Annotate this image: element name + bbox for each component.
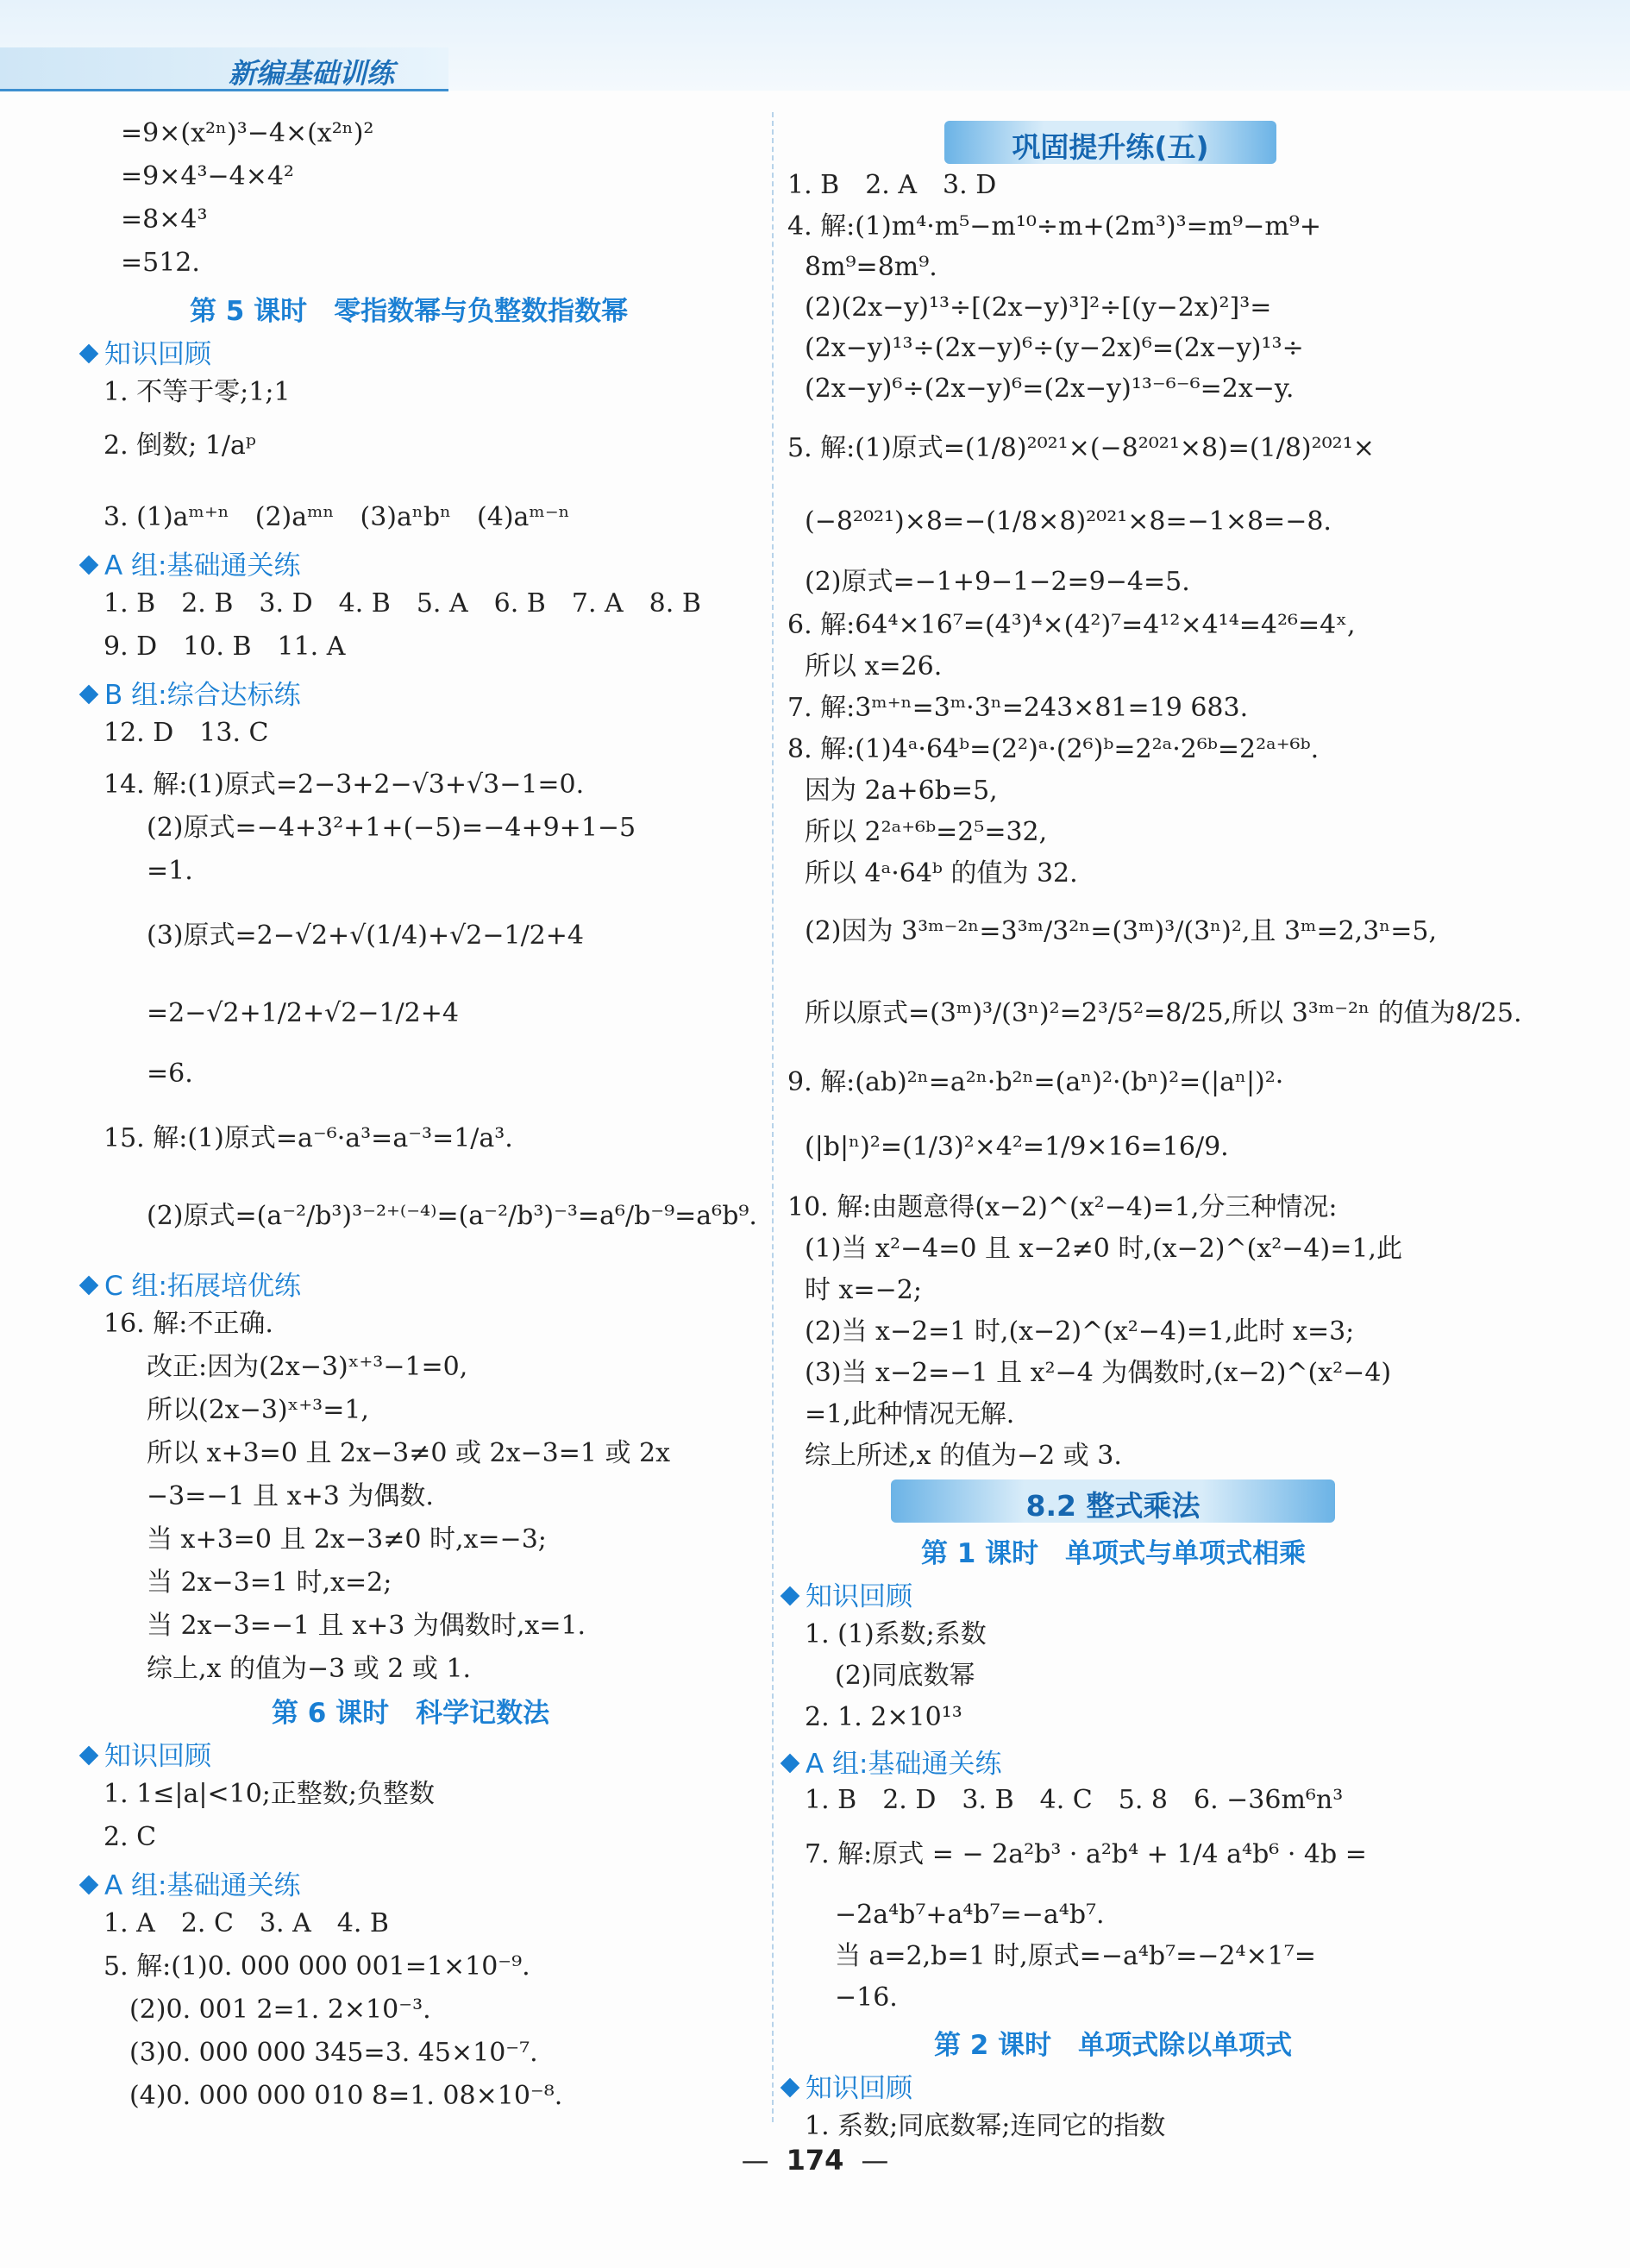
section-label: C 组:拓展培优练	[104, 1271, 301, 1302]
diamond-icon	[79, 1275, 99, 1295]
text-line: (2)0. 001 2=1. 2×10⁻³.	[129, 1995, 431, 2025]
dash-right: —	[861, 2144, 889, 2177]
text-line: (2)原式=−4+3²+1+(−5)=−4+9+1−5	[147, 813, 636, 843]
text-line: 3. (1)aᵐ⁺ⁿ (2)aᵐⁿ (3)aⁿbⁿ (4)aᵐ⁻ⁿ	[103, 502, 570, 532]
text-line: (4)0. 000 000 010 8=1. 08×10⁻⁸.	[129, 2081, 563, 2111]
text-line: 时 x=−2;	[805, 1275, 922, 1305]
text-line: 4. 解:(1)m⁴·m⁵−m¹⁰÷m+(2m³)³=m⁹−m⁹+	[787, 211, 1321, 242]
text-line: 当 x+3=0 且 2x−3≠0 时,x=−3;	[147, 1524, 547, 1555]
text-line: =6.	[147, 1059, 193, 1089]
text-line: 1. (1)系数;系数	[805, 1619, 987, 1649]
text-line: 7. 解:3ᵐ⁺ⁿ=3ᵐ·3ⁿ=243×81=19 683.	[787, 693, 1249, 723]
text-line: 1. B 2. A 3. D	[787, 170, 997, 200]
text-line: =1.	[147, 856, 193, 886]
text-line: 1. 不等于零;1;1	[103, 377, 291, 407]
text-line: 1. B 2. B 3. D 4. B 5. A 6. B 7. A 8. B	[103, 588, 701, 619]
text-line: 因为 2a+6b=5,	[805, 776, 998, 806]
section-box-title	[891, 1480, 1335, 1523]
diamond-icon	[781, 2077, 800, 2097]
text-line: 9. D 10. B 11. A	[103, 631, 346, 662]
section-heading	[82, 543, 301, 582]
text-line: 5. 解:(1)0. 000 000 001=1×10⁻⁹.	[103, 1951, 530, 1982]
lesson-title: 第 1 课时 单项式与单项式相乘	[921, 1538, 1307, 1569]
text-line: 7. 解:原式 = − 2a²b³ · a²b⁴ + 1/4 a⁴b⁶ · 4b =	[805, 1839, 1367, 1869]
diamond-icon	[79, 1745, 99, 1765]
text-line: 9. 解:(ab)²ⁿ=a²ⁿ·b²ⁿ=(aⁿ)²·(bⁿ)²=(|aⁿ|)²·	[787, 1067, 1284, 1097]
text-line: −16.	[835, 1982, 898, 2013]
section-heading	[82, 1734, 211, 1773]
text-line: 所以原式=(3ᵐ)³/(3ⁿ)²=2³/5²=8/25,所以 3³ᵐ⁻²ⁿ 的值为8/25.	[805, 998, 1522, 1028]
section-label: 知识回顾	[806, 1581, 912, 1612]
text-line: 16. 解:不正确.	[103, 1309, 273, 1339]
section-heading	[82, 1264, 301, 1303]
section-label: B 组:综合达标练	[104, 680, 301, 711]
text-line: 2. C	[103, 1822, 157, 1852]
text-line: (|b|ⁿ)²=(1/3)²×4²=1/9×16=16/9.	[805, 1132, 1229, 1162]
diamond-icon	[79, 555, 99, 575]
section-label: A 组:基础通关练	[104, 1870, 301, 1901]
section-heading	[82, 332, 211, 371]
diamond-icon	[79, 684, 99, 704]
text-line: 1. B 2. D 3. B 4. C 5. 8 6. −36m⁶n³	[805, 1785, 1344, 1815]
text-line: (2)因为 3³ᵐ⁻²ⁿ=3³ᵐ/3²ⁿ=(3ᵐ)³/(3ⁿ)²,且 3ᵐ=2,3ⁿ=5,	[805, 916, 1438, 946]
text-line: =2−√2+1/2+√2−1/2+4	[147, 998, 459, 1028]
diamond-icon	[79, 1875, 99, 1894]
text-line: 综上所述,x 的值为−2 或 3.	[805, 1441, 1122, 1471]
text-line: 当 a=2,b=1 时,原式=−a⁴b⁷=−2⁴×1⁷=	[835, 1941, 1316, 1971]
exercise-box-title	[944, 121, 1276, 164]
text-line: −2a⁴b⁷+a⁴b⁷=−a⁴b⁷.	[835, 1900, 1105, 1930]
text-line: 12. D 13. C	[103, 718, 269, 748]
text-line: 所以 x+3=0 且 2x−3≠0 或 2x−3=1 或 2x	[147, 1438, 671, 1468]
text-line: 2. 1. 2×10¹³	[805, 1702, 962, 1732]
section-label: 知识回顾	[104, 1741, 211, 1772]
column-divider	[772, 112, 774, 2122]
text-line: 所以 2²ᵃ⁺⁶ᵇ=2⁵=32,	[805, 817, 1048, 847]
lesson-title: 第 2 课时 单项式除以单项式	[934, 2030, 1293, 2061]
text-line: (3)原式=2−√2+√(1/4)+√2−1/2+4	[147, 920, 584, 951]
box-title-text: 巩固提升练(五)	[1012, 130, 1209, 164]
text-line: 1. 系数;同底数幂;连同它的指数	[805, 2111, 1166, 2141]
text-line: 15. 解:(1)原式=a⁻⁶·a³=a⁻³=1/a³.	[103, 1123, 513, 1153]
text-line: (2)原式=(a⁻²/b³)³⁻²⁺⁽⁻⁴⁾=(a⁻²/b³)⁻³=a⁶/b⁻⁹=a⁶b⁹.	[147, 1201, 757, 1231]
text-line: =1,此种情况无解.	[805, 1399, 1015, 1429]
text-line: 改正:因为(2x−3)ˣ⁺³−1=0,	[147, 1352, 468, 1382]
section-label: 知识回顾	[104, 339, 211, 370]
diamond-icon	[781, 1753, 800, 1773]
text-line: (3)当 x−2=−1 且 x²−4 为偶数时,(x−2)^(x²−4)	[805, 1358, 1392, 1388]
section-heading	[82, 1863, 301, 1902]
section-heading	[783, 1742, 1002, 1781]
page-number	[0, 2144, 1630, 2177]
text-line: (2x−y)¹³÷(2x−y)⁶÷(y−2x)⁶=(2x−y)¹³÷	[805, 333, 1304, 363]
lesson-title: 第 5 课时 零指数幂与负整数指数幂	[190, 296, 629, 327]
text-line: (2)原式=−1+9−1−2=9−4=5.	[805, 567, 1190, 597]
lesson-title: 第 6 课时 科学记数法	[272, 1698, 550, 1729]
section-heading	[783, 1574, 912, 1613]
text-line: 8m⁹=8m⁹.	[805, 252, 937, 282]
box-title-text: 8.2 整式乘法	[1025, 1489, 1201, 1523]
text-line: (2)同底数幂	[835, 1661, 975, 1691]
dash-left: —	[741, 2144, 769, 2177]
text-line: =512.	[121, 248, 200, 278]
section-label: A 组:基础通关练	[104, 550, 301, 581]
text-line: (2)当 x−2=1 时,(x−2)^(x²−4)=1,此时 x=3;	[805, 1316, 1355, 1347]
section-label: A 组:基础通关练	[806, 1749, 1002, 1780]
text-line: 所以 x=26.	[805, 651, 943, 682]
text-line: 所以(2x−3)ˣ⁺³=1,	[147, 1395, 369, 1425]
text-line: (2)(2x−y)¹³÷[(2x−y)³]²÷[(y−2x)²]³=	[805, 292, 1272, 323]
text-line: 2. 倒数; 1/aᵖ	[103, 430, 256, 461]
diamond-icon	[79, 343, 99, 363]
text-line: =9×(x²ⁿ)³−4×(x²ⁿ)²	[121, 118, 374, 148]
section-heading	[783, 2066, 912, 2105]
text-line: 综上,x 的值为−3 或 2 或 1.	[147, 1654, 472, 1684]
text-line: (2x−y)⁶÷(2x−y)⁶=(2x−y)¹³⁻⁶⁻⁶=2x−y.	[805, 374, 1295, 404]
text-line: (3)0. 000 000 345=3. 45×10⁻⁷.	[129, 2038, 538, 2068]
diamond-icon	[781, 1586, 800, 1605]
text-line: 当 2x−3=1 时,x=2;	[147, 1567, 392, 1598]
text-line: 当 2x−3=−1 且 x+3 为偶数时,x=1.	[147, 1611, 586, 1641]
section-label: 知识回顾	[806, 2073, 912, 2104]
text-line: 1. A 2. C 3. A 4. B	[103, 1908, 389, 1938]
text-line: 5. 解:(1)原式=(1/8)²⁰²¹×(−8²⁰²¹×8)=(1/8)²⁰²¹×	[787, 433, 1375, 463]
page-number-text: 174	[786, 2144, 844, 2177]
text-line: =9×4³−4×4²	[121, 161, 294, 192]
text-line: 6. 解:64⁴×16⁷=(4³)⁴×(4²)⁷=4¹²×4¹⁴=4²⁶=4ˣ,	[787, 610, 1356, 640]
text-line: 所以 4ᵃ·64ᵇ 的值为 32.	[805, 858, 1078, 889]
text-line: 10. 解:由题意得(x−2)^(x²−4)=1,分三种情况:	[787, 1192, 1338, 1222]
text-line: =8×4³	[121, 204, 208, 235]
text-line: −3=−1 且 x+3 为偶数.	[147, 1481, 434, 1511]
text-line: 1. 1≤|a|<10;正整数;负整数	[103, 1779, 436, 1809]
text-line: 8. 解:(1)4ᵃ·64ᵇ=(2²)ᵃ·(2⁶)ᵇ=2²ᵃ·2⁶ᵇ=2²ᵃ⁺⁶ᵇ.	[787, 734, 1320, 764]
brand-title: 新编基础训练	[229, 57, 395, 90]
section-heading	[82, 673, 301, 712]
text-line: (1)当 x²−4=0 且 x−2≠0 时,(x−2)^(x²−4)=1,此	[805, 1234, 1402, 1264]
text-line: 14. 解:(1)原式=2−3+2−√3+√3−1=0.	[103, 770, 585, 800]
text-line: (−8²⁰²¹)×8=−(1/8×8)²⁰²¹×8=−1×8=−8.	[805, 506, 1332, 537]
